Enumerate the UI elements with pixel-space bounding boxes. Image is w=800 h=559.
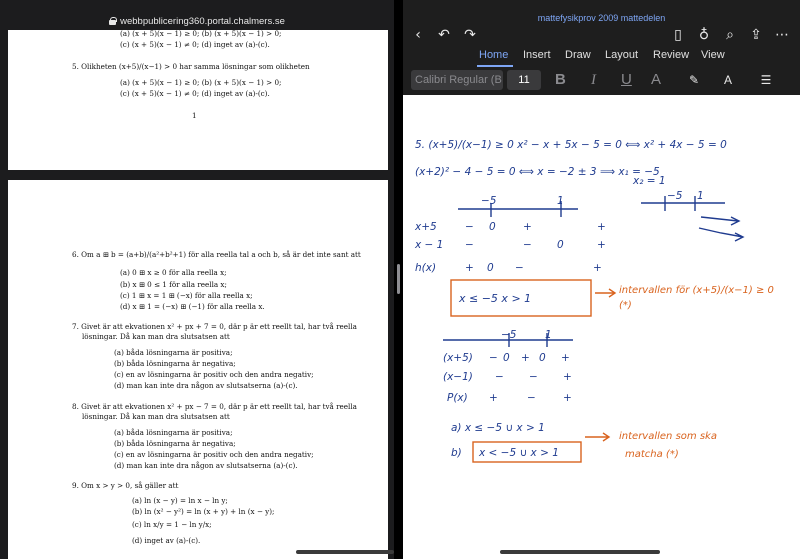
q6-text: 6. Om a ⊞ b = (a+b)/(a²+b²+1) för alla reella tal a och b, så är det inte sant att bbox=[72, 250, 361, 259]
q8-line-2: lösningar. Då kan man dra slutsatsen att bbox=[82, 412, 230, 421]
sign-row-2-cell-4: + bbox=[597, 239, 606, 251]
bold-button[interactable]: B bbox=[555, 71, 566, 88]
home-indicator-left[interactable] bbox=[296, 550, 394, 554]
q7-option-c: (c) en av lösningarna är positiv och den andra negativ; bbox=[114, 370, 314, 379]
answer-a: a) x ≤ −5 ∪ x > 1 bbox=[451, 422, 545, 434]
tab-insert[interactable]: Insert bbox=[523, 49, 551, 61]
sign-row-3-cell-1: + bbox=[465, 262, 474, 274]
sign2-row-3-cell-2: − bbox=[527, 392, 536, 404]
q9-option-d: (d) inget av (a)-(c). bbox=[132, 536, 201, 545]
format-toolbar bbox=[403, 68, 800, 92]
font-style-button[interactable]: A bbox=[651, 71, 662, 88]
more-icon[interactable]: ⋯ bbox=[775, 27, 789, 43]
sign2-row-2-label: (x−1) bbox=[443, 371, 473, 383]
handwritten-notes bbox=[403, 95, 800, 559]
sign2-row-2-cell-3: + bbox=[563, 371, 572, 383]
q4-options-ab: (a) (x + 5)(x − 1) ≥ 0; (b) (x + 5)(x − 1) > 0; bbox=[120, 29, 282, 38]
number-line-2-label-b: 1 bbox=[697, 190, 704, 202]
sign2-row-1-label: (x+5) bbox=[443, 352, 473, 364]
answer-box-1-text: x ≤ −5 x > 1 bbox=[459, 292, 532, 305]
note-2-line-1: intervallen som ska bbox=[619, 431, 717, 442]
underline-button[interactable]: U bbox=[621, 71, 632, 88]
note-1-star: (*) bbox=[619, 300, 632, 311]
undo-icon[interactable]: ↶ bbox=[438, 27, 450, 43]
sign2-row-1-cell-1: − bbox=[489, 352, 498, 364]
font-color-icon[interactable]: A bbox=[723, 73, 732, 87]
sign2-row-1-cell-5: + bbox=[561, 352, 570, 364]
word-top-toolbar bbox=[403, 24, 800, 46]
q5-options-cd: (c) (x + 5)(x − 1) ≠ 0; (d) inget av (a)-(c). bbox=[120, 89, 270, 98]
tab-home[interactable]: Home bbox=[479, 49, 509, 61]
split-handle[interactable] bbox=[397, 264, 400, 294]
q8-option-a: (a) båda lösningarna är positiva; bbox=[114, 428, 233, 437]
q7-line-1: 7. Givet är att ekvationen x² + px + 7 = 0, där p är ett reellt tal, har två reella bbox=[72, 322, 357, 331]
hw-line-2: (x+2)² − 4 − 5 = 0 ⟺ x = −2 ± 3 ⟹ x₁ = −5 bbox=[415, 166, 660, 178]
number-line-1-label-a: −5 bbox=[481, 195, 497, 207]
q8-option-d: (d) man kan inte dra någon av slutsatserna (a)-(c). bbox=[114, 461, 298, 470]
redo-icon[interactable]: ↷ bbox=[464, 27, 476, 43]
arrow-2-icon bbox=[585, 433, 609, 441]
q9-text: 9. Om x > y > 0, så gäller att bbox=[72, 481, 179, 490]
q8-option-c: (c) en av lösningarna är positiv och den andra negativ; bbox=[114, 450, 314, 459]
search-icon[interactable]: ⌕ bbox=[726, 27, 734, 43]
ribbon-tabs bbox=[403, 48, 800, 66]
sign2-row-2-cell-2: − bbox=[529, 371, 538, 383]
active-tab-indicator bbox=[477, 65, 513, 67]
tab-review[interactable]: Review bbox=[653, 49, 690, 61]
sign-row-3-label: h(x) bbox=[415, 262, 437, 274]
number-line-2-arrows bbox=[699, 217, 743, 241]
sign-row-1-cell-1: − bbox=[465, 221, 474, 233]
q7-option-a: (a) båda lösningarna är positiva; bbox=[114, 348, 233, 357]
url-bar[interactable] bbox=[0, 12, 394, 30]
q5-text: 5. Olikheten (x+5)/(x−1) > 0 har samma lösningar som olikheten bbox=[72, 62, 310, 71]
italic-button[interactable]: I bbox=[591, 72, 596, 88]
sign2-row-1-cell-4: 0 bbox=[539, 352, 546, 364]
share-icon[interactable]: ⇪ bbox=[750, 27, 762, 43]
q6-option-b: (b) x ⊞ 0 ≤ 1 för alla reella x; bbox=[120, 280, 227, 289]
q6-option-c: (c) 1 ⊞ x = 1 ⊞ (−x) för alla reella x; bbox=[120, 291, 253, 300]
home-indicator-right[interactable] bbox=[500, 550, 660, 554]
q8-line-1: 8. Givet är att ekvationen x² + px − 7 = 0, där p är ett reellt tal, har två reella bbox=[72, 402, 357, 411]
q5-options-ab: (a) (x + 5)(x − 1) ≥ 0; (b) (x + 5)(x − 1) > 0; bbox=[120, 78, 282, 87]
back-icon[interactable]: ‹ bbox=[415, 27, 421, 43]
sign-row-3-cell-2: 0 bbox=[487, 262, 494, 274]
pdf-viewer-pane[interactable] bbox=[0, 0, 394, 559]
sign2-row-3-cell-1: + bbox=[489, 392, 498, 404]
number-line-1-label-b: 1 bbox=[557, 195, 564, 207]
note-1: intervallen för (x+5)/(x−1) ≥ 0 bbox=[619, 285, 774, 296]
number-line-2-label-a: −5 bbox=[667, 190, 683, 202]
sign2-row-3-label: P(x) bbox=[447, 392, 468, 404]
font-name-field[interactable]: Calibri Regular (B bbox=[411, 70, 503, 90]
sign-row-3-cell-4: + bbox=[593, 262, 602, 274]
page-number: 1 bbox=[192, 111, 197, 120]
sign-row-2-label: x − 1 bbox=[415, 239, 444, 251]
note-2-line-2: matcha (*) bbox=[625, 449, 679, 460]
pdf-page-1 bbox=[8, 30, 388, 170]
sign2-row-3-cell-3: + bbox=[563, 392, 572, 404]
lightbulb-icon[interactable]: ♁ bbox=[698, 27, 710, 43]
lock-icon bbox=[109, 17, 116, 25]
q6-option-d: (d) x ⊞ 1 = (−x) ⊞ (−1) för alla reella x. bbox=[120, 302, 265, 311]
q9-option-b: (b) ln (x² − y²) = ln (x + y) + ln (x − y); bbox=[132, 507, 275, 516]
sign-row-1-label: x+5 bbox=[415, 221, 437, 233]
pdf-page-2 bbox=[8, 180, 388, 559]
tab-layout[interactable]: Layout bbox=[605, 49, 639, 61]
sign-row-2-cell-2: − bbox=[523, 239, 532, 251]
hw-line-1: 5. (x+5)/(x−1) ≥ 0 x² − x + 5x − 5 = 0 ⟺ x² + 4x − 5 = 0 bbox=[415, 139, 727, 151]
number-line-3-label-a: −5 bbox=[501, 329, 517, 341]
tab-draw[interactable]: Draw bbox=[565, 49, 591, 61]
q7-line-2: lösningar. Då kan man dra slutsatsen att bbox=[82, 332, 230, 341]
q8-option-b: (b) båda lösningarna är negativa; bbox=[114, 439, 236, 448]
arrow-1-icon bbox=[595, 289, 615, 297]
sign-row-2-cell-3: 0 bbox=[557, 239, 564, 251]
q7-option-d: (d) man kan inte dra någon av slutsatserna (a)-(c). bbox=[114, 381, 298, 390]
tab-view[interactable]: View bbox=[701, 49, 725, 61]
bullet-list-icon[interactable]: ☰ bbox=[760, 73, 772, 87]
q7-option-b: (b) båda lösningarna är negativa; bbox=[114, 359, 236, 368]
document-title[interactable]: mattefysikprov 2009 mattedelen bbox=[537, 13, 666, 23]
q9-option-a: (a) ln (x − y) = ln x − ln y; bbox=[132, 496, 228, 505]
highlight-icon[interactable]: ✎ bbox=[688, 73, 700, 87]
answer-b-label: b) bbox=[451, 447, 462, 459]
q6-option-a: (a) 0 ⊞ x ≥ 0 för alla reella x; bbox=[120, 268, 227, 277]
sign-row-2-cell-1: − bbox=[465, 239, 474, 251]
mobile-view-icon[interactable]: ▯ bbox=[674, 27, 682, 43]
sign-row-1-cell-2: 0 bbox=[489, 221, 496, 233]
document-canvas[interactable] bbox=[403, 95, 800, 559]
sign-row-3-cell-3: − bbox=[515, 262, 524, 274]
url-text: webbpublicering360.portal.chalmers.se bbox=[120, 15, 285, 27]
number-line-3-label-b: 1 bbox=[545, 329, 552, 341]
font-size-field[interactable]: 11 bbox=[507, 70, 541, 90]
hw-line-3: x₂ = 1 bbox=[633, 175, 666, 187]
split-view-divider[interactable] bbox=[394, 0, 403, 559]
sign2-row-1-cell-2: 0 bbox=[503, 352, 510, 364]
q4-options-cd: (c) (x + 5)(x − 1) ≠ 0; (d) inget av (a)-(c). bbox=[120, 40, 270, 49]
sign2-row-2-cell-1: − bbox=[495, 371, 504, 383]
sign-row-1-cell-4: + bbox=[597, 221, 606, 233]
word-pane[interactable] bbox=[403, 0, 800, 559]
sign2-row-1-cell-3: + bbox=[521, 352, 530, 364]
sign-row-1-cell-3: + bbox=[523, 221, 532, 233]
q9-option-c: (c) ln x/y = 1 − ln y/x; bbox=[132, 520, 212, 529]
answer-b: x < −5 ∪ x > 1 bbox=[479, 447, 559, 459]
